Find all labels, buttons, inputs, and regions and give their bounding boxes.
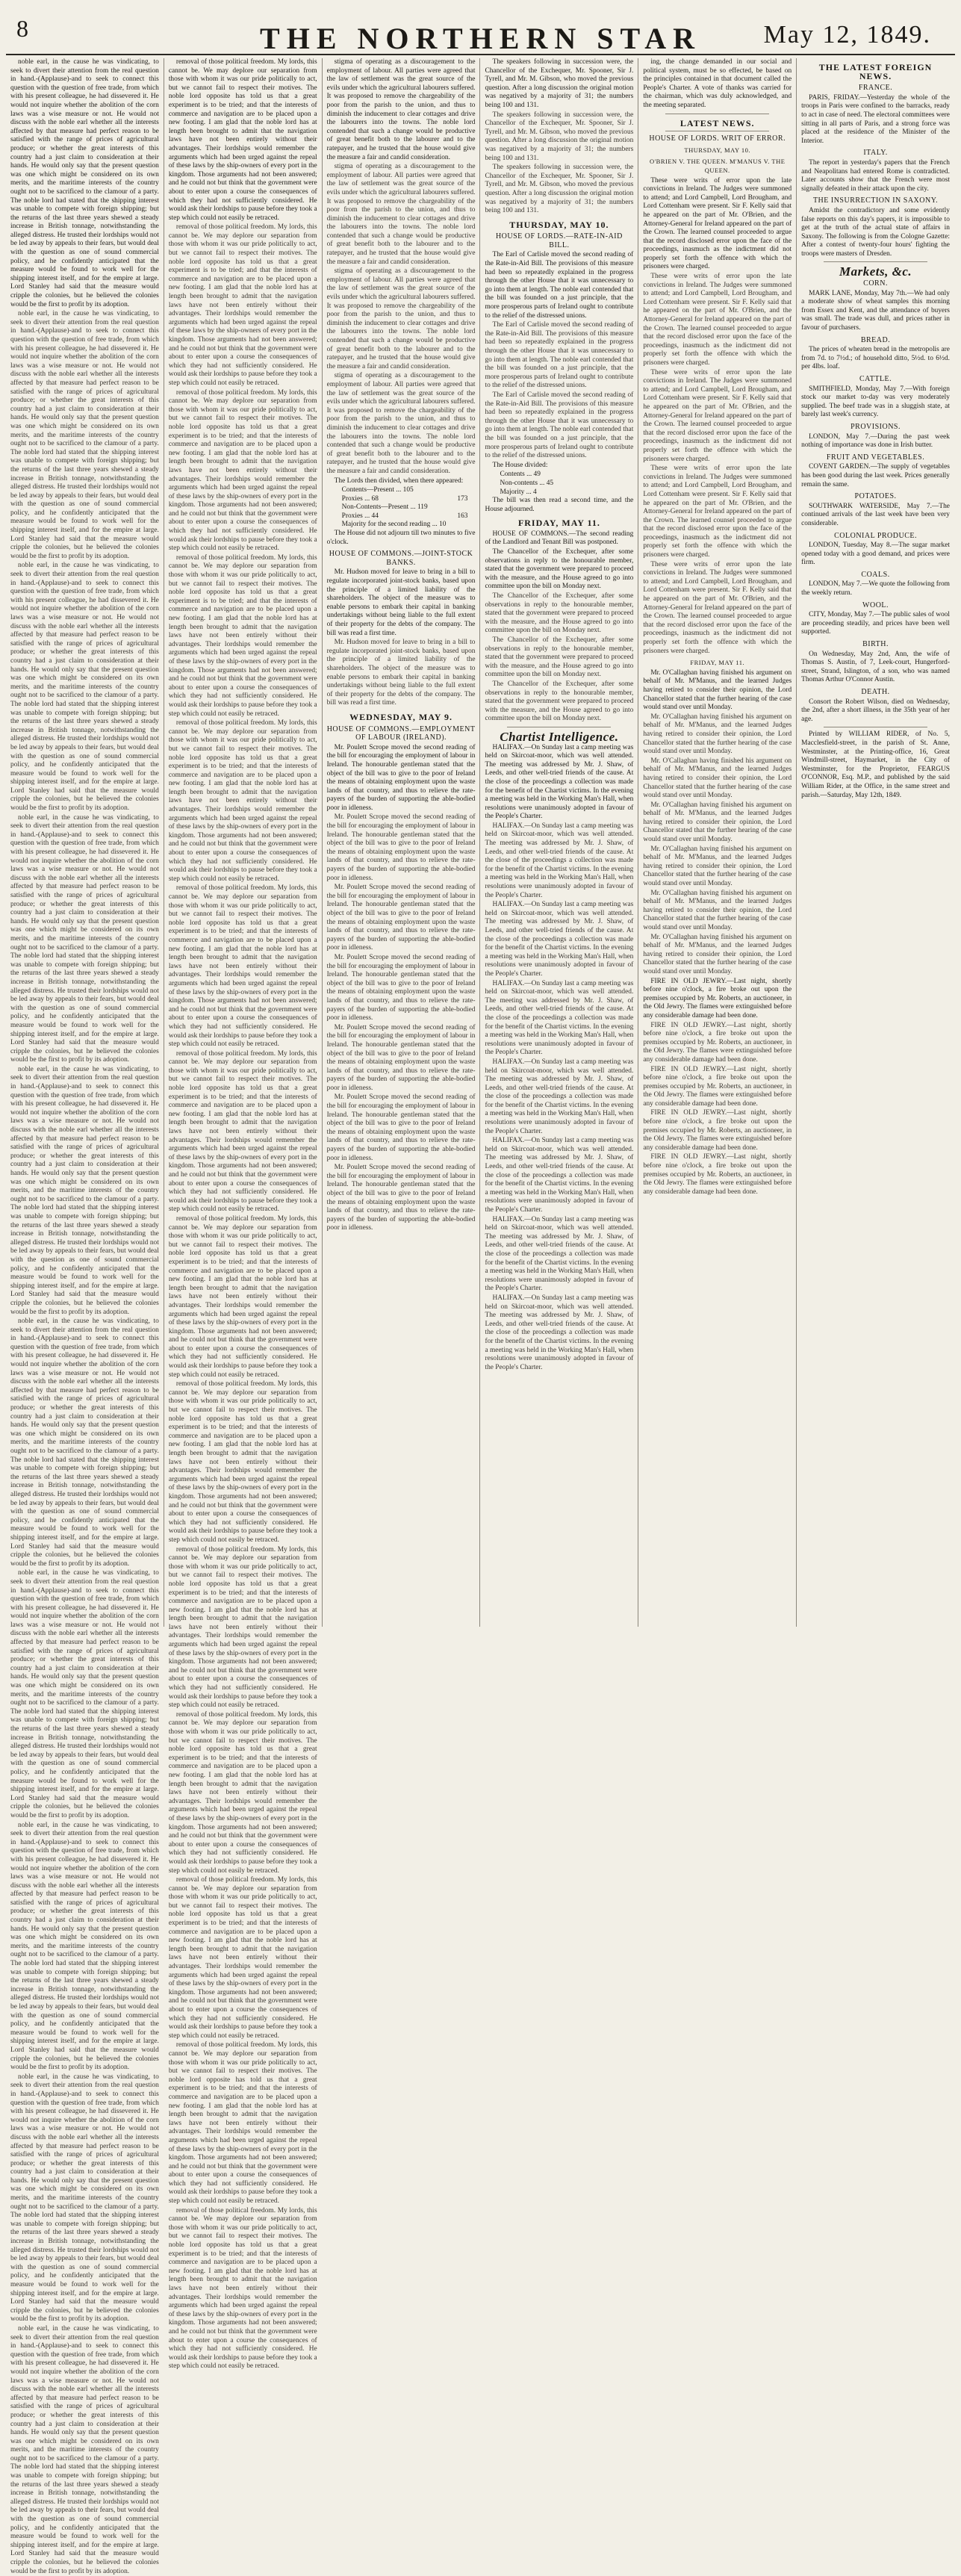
day-heading: WEDNESDAY, MAY 9. (349, 711, 453, 722)
article-text: The Earl of Carlisle moved the second reading of the Rate-in-Aid Bill. The provisions of this measure had been so repeatedly explained in the progress through the other House that it was unnecessary to go into them at length. The noble earl contended that the bill was founded on a just principle, that the more prosperous parts of Ireland ought to contribute to the relief of the distressed unions. (485, 321, 634, 390)
page-number: 8 (16, 15, 28, 42)
article-text: On Wednesday, May 2nd, Ann, the wife of Thomas S. Austin, of 7, Leek-court, Hungerford-street, Strand, Islington, of a son, who was named Thomas Arthur O'Connor Austin. (801, 650, 950, 684)
section-heading: HOUSE OF LORDS.—RATE-IN-AID BILL. (495, 232, 623, 249)
section-heading: ITALY. (863, 149, 888, 158)
article-text: LONDON, May 7.—During the past week nothing of importance was done in Irish butter. (801, 432, 950, 450)
article-text: noble earl, in the cause he was vindicating, to seek to divert their attention from the real question in hand.-(Applause)-and to seek to connect this question with the question of free trade, from which with his present colleague, he had dissevered it. He would not inquire whether the abolition of the corn laws was a wise measure or not. He would not discuss with the noble earl whether all the interests affected by that measure had perfect reason to be satisfied with the range of prices of agricultural produce; or whether the great interests of this country had a just claim to consideration at their hands. He would only say that the present question was one which might be considered on its own merits, and the maritime interests of the country ought not to be sacrificed to the clamour of a party. The noble lord had stated that the shipping interest was unable to compete with foreign shipping; but the returns of the last three years shewed a steady increase in British tonnage, notwithstanding the alleged distress. He trusted their lordships would not be led away by appeals to their fears, but would deal with the question as one of sound commercial policy, and he confidently anticipated that the measure would be found to work well for the shipping interest itself, and for the empire at large. Lord Stanley had said that the measure would cripple the colonies, but he believed the colonies would be the first to profit by its adoption. (10, 562, 159, 813)
article-text: removal of those political freedom. My lords, this cannot be. We may deplore our separation from those with whom it was our pride politically to act, but we cannot fail to respect their motives. The noble lord opposite has told us that a great experiment is to be tried; and that the interests of commerce and navigation are to be placed upon a new footing. I am glad that the noble lord has at length been brought to admit that the navigation laws have not been entirely without their advantages. Their lordships would remember the arguments which had been urged against the repeal of these laws by the ship-owners of every port in the kingdom. Those arguments had not been answered; and he could not but think that the government were about to enter upon a course the consequences of which they had not sufficiently considered. He would ask their lordships to pause before they took a step which could not easily be retraced. (168, 719, 317, 883)
article-text: stigma of operating as a discouragement to the employment of labour. All parties were agreed that the law of settlement was the great source of the evils under which the agricultural labourers suffered. It was proposed to remove the chargeability of the poor from the parish to the union, and thus to diminish the inducement to clear cottages and drive the labourers into the towns. The noble lord contended that such a change would be productive of great benefit both to the labourer and to the ratepayer, and he trusted that the house would give the measure a fair and candid consideration. (326, 267, 476, 370)
article-text: noble earl, in the cause he was vindicating, to seek to divert their attention from the real question in hand.-(Applause)-and to seek to connect this question with the question of free trade, from which with his present colleague, he had dissevered it. He would not inquire whether the abolition of the corn laws was a wise measure or not. He would not discuss with the noble earl whether all the interests affected by that measure had perfect reason to be satisfied with the range of prices of agricultural produce; or whether the great interests of this country had a just claim to consideration at their hands. He would only say that the present question was one which might be considered on its own merits, and the maritime interests of the country ought not to be sacrificed to the clamour of a party. The noble lord had stated that the shipping interest was unable to compete with foreign shipping; but the returns of the last three years shewed a steady increase in British tonnage, notwithstanding the alleged distress. He trusted their lordships would not be led away by appeals to their fears, but would deal with the question as one of sound commercial policy, and he confidently anticipated that the measure would be found to work well for the shipping interest itself, and for the empire at large. Lord Stanley had said that the measure would cripple the colonies, but he believed the colonies would be the first to profit by its adoption. (10, 1065, 159, 1316)
division-label: Proxies ... 68 (341, 494, 379, 503)
day-heading: FRIDAY, MAY 11. (517, 518, 600, 529)
article-text: Amidst the contradictory and some evidently false reports on this day's papers, it is impossible to get at the truth of the actual state of affairs in Saxony. The following is from the Cologne Gazette: After a contest of twenty-four hours' fighting the troops were masters of Dresden. (801, 206, 950, 258)
article-text: These were writs of error upon the late convictions in Ireland. The Judges were summoned to attend; and Lord Campbell, Lord Brougham, and Lord Cottenham were present. Sir F. Kelly said that he appeared on the part of Mr. O'Brien, and the Attorney-General for Ireland appeared on the part of the Crown. The learned counsel proceeded to argue that the record disclosed error upon the face of the proceedings, inasmuch as the indictment did not properly set forth the offence with which the prisoners were charged. (643, 465, 792, 559)
article-text: SMITHFIELD, Monday, May 7.—With foreign stock our market to-day was very moderately supplied. The beef trade was in a sluggish state, at barely last week's currency. (801, 385, 950, 419)
latest-news-heading: LATEST NEWS. (679, 117, 755, 128)
article-text: The prices of wheaten bread in the metropolis are from 7d. to 7½d.; of household ditto, 5½d. to 6½d. per 4lbs. loaf. (801, 346, 950, 371)
article-text: These were writs of error upon the late convictions in Ireland. The Judges were summoned to attend; and Lord Campbell, Lord Brougham, and Lord Cottenham were present. Sir F. Kelly said that he appeared on the part of Mr. O'Brien, and the Attorney-General for Ireland appeared on the part of the Crown. The learned counsel proceeded to argue that the record disclosed error upon the face of the proceedings, inasmuch as the indictment did not properly set forth the offence with which the prisoners were charged. (643, 560, 792, 655)
article-text: SOUTHWARK WATERSIDE, May 7.—The continued arrivals of the last week have been very considerable. (801, 502, 950, 527)
article-text: The House did not adjourn till two minutes to five o'clock. (326, 530, 476, 546)
division-label: Contents—Present ... 105 (341, 486, 414, 494)
separator-rule (824, 261, 927, 262)
division-label: Non-contents ... 45 (500, 479, 554, 487)
article-text: removal of those political freedom. My lords, this cannot be. We may deplore our separation from those with whom it was our pride politically to act, but we cannot fail to respect their motives. The noble lord opposite has told us that a great experiment is to be tried; and that the interests of commerce and navigation are to be placed upon a new footing. I am glad that the noble lord has at length been brought to admit that the navigation laws have not been entirely without their advantages. Their lordships would remember the arguments which had been urged against the repeal of these laws by the ship-owners of every port in the kingdom. Those arguments had not been answered; and he could not but think that the government were about to enter upon a course the consequences of which they had not sufficiently considered. He would ask their lordships to pause before they took a step which could not easily be retraced. (168, 1049, 317, 1214)
article-text: HOUSE OF COMMONS.—The second reading of the Landlord and Tenant Bill was postponed. (485, 530, 634, 547)
article-text: The Chancellor of the Exchequer, after some observations in reply to the honourable member, stated that the government were prepared to proceed with the measure, and the House agreed to go into committee upon the bill on Monday next. (485, 680, 634, 723)
article-text: removal of those political freedom. My lords, this cannot be. We may deplore our separation from those with whom it was our pride politically to act, but we cannot fail to respect their motives. The noble lord opposite has told us that a great experiment is to be tried; and that the interests of commerce and navigation are to be placed upon a new footing. I am glad that the noble lord has at length been brought to admit that the navigation laws have not been entirely without their advantages. Their lordships would remember the arguments which had been urged against the repeal of these laws by the ship-owners of every port in the kingdom. Those arguments had not been answered; and he could not but think that the government were about to enter upon a course the consequences of which they had not sufficiently considered. He would ask their lordships to pause before they took a step which could not easily be retraced. (168, 1545, 317, 1710)
article-text: LONDON, May 7.—We quote the following from the weekly return. (801, 580, 950, 598)
day-heading: THURSDAY, MAY 10. (509, 219, 609, 230)
article-text: removal of those political freedom. My lords, this cannot be. We may deplore our separation from those with whom it was our pride politically to act, but we cannot fail to respect their motives. The noble lord opposite has told us that a great experiment is to be tried; and that the interests of commerce and navigation are to be placed upon a new footing. I am glad that the noble lord has at length been brought to admit that the navigation laws have not been entirely without their advantages. Their lordships would remember the arguments which had been urged against the repeal of these laws by the ship-owners of every port in the kingdom. Those arguments had not been answered; and he could not but think that the government were about to enter upon a course the consequences of which they had not sufficiently considered. He would ask their lordships to pause before they took a step which could not easily be retraced. (168, 2041, 317, 2206)
division-row (327, 512, 476, 521)
article-text: FIRE IN OLD JEWRY.—Last night, shortly before nine o'clock, a fire broke out upon the premises occupied by Mr. Roberts, an auctioneer, in the Old Jewry. The flames were extinguished before any considerable damage had been done. (643, 1065, 792, 1108)
section-heading: DEATH. (861, 688, 890, 696)
article-text: removal of those political freedom. My lords, this cannot be. We may deplore our separation from those with whom it was our pride politically to act, but we cannot fail to respect their motives. The noble lord opposite has told us that a great experiment is to be tried; and that the interests of commerce and navigation are to be placed upon a new footing. I am glad that the noble lord has at length been brought to admit that the navigation laws have not been entirely without their advantages. Their lordships would remember the arguments which had been urged against the repeal of these laws by the ship-owners of every port in the kingdom. Those arguments had not been answered; and he could not but think that the government were about to enter upon a course the consequences of which they had not sufficiently considered. He would ask their lordships to pause before they took a step which could not easily be retraced. (168, 58, 317, 222)
article-text: Mr. O'Callaghan having finished his argument on behalf of Mr. M'Manus, and the learned Judges having retired to consider their opinion, the Lord Chancellor stated that the further hearing of the case would stand over until Monday. (643, 845, 792, 888)
article-text: noble earl, in the cause he was vindicating, to seek to divert their attention from the real question in hand.-(Applause)-and to seek to connect this question with the question of free trade, from which with his present colleague, he had dissevered it. He would not inquire whether the abolition of the corn laws was a wise measure or not. He would not discuss with the noble earl whether all the interests affected by that measure had perfect reason to be satisfied with the range of prices of agricultural produce; or whether the great interests of this country had a just claim to consideration at their hands. He would only say that the present question was one which might be considered on its own merits, and the maritime interests of the country ought not to be sacrificed to the clamour of a party. The noble lord had stated that the shipping interest was unable to compete with foreign shipping; but the returns of the last three years shewed a steady increase in British tonnage, notwithstanding the alleged distress. He trusted their lordships would not be led away by appeals to their fears, but would deal with the question as one of sound commercial policy, and he confidently anticipated that the measure would be found to work well for the shipping interest itself, and for the empire at large. Lord Stanley had said that the measure would cripple the colonies, but he believed the colonies would be the first to profit by its adoption. (10, 1318, 159, 1568)
article-text: FIRE IN OLD JEWRY.—Last night, shortly before nine o'clock, a fire broke out upon the premises occupied by Mr. Roberts, an auctioneer, in the Old Jewry. The flames were extinguished before any considerable damage had been done. (643, 1021, 792, 1064)
article-text: The report in yesterday's papers that the French and Neapolitans had entered Rome is contradicted. Later accounts show that the French were most signally defeated in their attack upon the city. (801, 158, 950, 193)
section-heading: PROVISIONS. (850, 422, 901, 431)
column-5 (638, 58, 797, 1627)
division-row (485, 479, 633, 488)
article-text: These were writs of error upon the late convictions in Ireland. The Judges were summoned to attend; and Lord Campbell, Lord Brougham, and Lord Cottenham were present. Sir F. Kelly said that he appeared on the part of Mr. O'Brien, and the Attorney-General for Ireland appeared on the part of the Crown. The learned counsel proceeded to argue that the record disclosed error upon the face of the proceedings, inasmuch as the indictment did not properly set forth the offence with which the prisoners were charged. (643, 273, 792, 367)
article-text: The speakers following in succession were, the Chancellor of the Exchequer, Mr. Spooner, Sir J. Tyrell, and Mr. M. Gibson, who moved the previous question. After a long discussion the original motion was negatived by a majority of 31; the numbers being 100 and 131. (485, 58, 634, 109)
article-text: LONDON, Tuesday, May 8.—The sugar market opened today with a good demand, and prices were firm. (801, 541, 950, 567)
article-text: MARK LANE, Monday, May 7th.—We had only a moderate show of wheat samples this morning from Essex and Kent, and the attendance of buyers was small. The trade was dull, and prices rather in favour of purchasers. (801, 289, 950, 332)
article-text: Mr. O'Callaghan having finished his argument on behalf of Mr. M'Manus, and the learned Judges having retired to consider their opinion, the Lord Chancellor stated that the further hearing of the case would stand over until Monday. (643, 668, 792, 712)
article-text: FIRE IN OLD JEWRY.—Last night, shortly before nine o'clock, a fire broke out upon the premises occupied by Mr. Roberts, an auctioneer, in the Old Jewry. The flames were extinguished before any considerable damage had been done. (643, 977, 792, 1019)
date-heading: THURSDAY, MAY 10. (684, 146, 751, 154)
article-text: These were writs of error upon the late convictions in Ireland. The Judges were summoned to attend; and Lord Campbell, Lord Brougham, and Lord Cottenham were present. Sir F. Kelly said that he appeared on the part of Mr. O'Brien, and the Attorney-General for Ireland appeared on the part of the Crown. The learned counsel proceeded to argue that the record disclosed error upon the face of the proceedings, inasmuch as the indictment did not properly set forth the offence with which the prisoners were charged. (643, 368, 792, 463)
article-text: ing, the change demanded in our social and political system, must be so effected, be based on the principles contained in that document called the People's Charter. A vote of thanks was carried for the chairman, which was duly acknowledged, and the meeting separated. (643, 58, 792, 109)
article-text: FIRE IN OLD JEWRY.—Last night, shortly before nine o'clock, a fire broke out upon the premises occupied by Mr. Roberts, an auctioneer, in the Old Jewry. The flames were extinguished before any considerable damage had been done. (643, 1109, 792, 1152)
article-text: Mr. Poulett Scrope moved the second reading of the bill for encouraging the employment of labour in Ireland. The honourable gentleman stated that the object of the bill was to give to the poor of Ireland the means of obtaining employment upon the waste lands of that country, and thus to relieve the rate-payers of the burden of supporting the able-bodied poor in idleness. (326, 743, 476, 812)
section-heading: FRANCE. (858, 84, 893, 93)
division-row (327, 521, 476, 530)
article-text: HALIFAX.—On Sunday last a camp meeting was held on Skircoat-moor, which was well attended. The meeting was addressed by Mr. J. Shaw, of Leeds, and other well-tried friends of the cause. At the close of the proceedings a collection was made for the benefit of the Chartist victims. In the evening a meeting was held in the Working Man's Hall, when resolutions were unanimously adopted in favour of the People's Charter. (485, 1294, 634, 1371)
article-text: The speakers following in succession were, the Chancellor of the Exchequer, Mr. Spooner, Sir J. Tyrell, and Mr. M. Gibson, who moved the previous question. After a long discussion the original motion was negatived by a majority of 31; the numbers being 100 and 131. (485, 111, 634, 162)
article-text: noble earl, in the cause he was vindicating, to seek to divert their attention from the real question in hand.-(Applause)-and to seek to connect this question with the question of free trade, from which with his present colleague, he had dissevered it. He would not inquire whether the abolition of the corn laws was a wise measure or not. He would not discuss with the noble earl whether all the interests affected by that measure had perfect reason to be satisfied with the range of prices of agricultural produce; or whether the great interests of this country had a just claim to consideration at their hands. He would only say that the present question was one which might be considered on its own merits, and the maritime interests of the country ought not to be sacrificed to the clamour of a party. The noble lord had stated that the shipping interest was unable to compete with foreign shipping; but the returns of the last three years shewed a steady increase in British tonnage, notwithstanding the alleged distress. He trusted their lordships would not be led away by appeals to their fears, but would deal with the question as one of sound commercial policy, and he confidently anticipated that the measure would be found to work well for the shipping interest itself, and for the empire at large. Lord Stanley had said that the measure would cripple the colonies, but he believed the colonies would be the first to profit by its adoption. (10, 2073, 159, 2324)
article-text: Mr. O'Callaghan having finished his argument on behalf of Mr. M'Manus, and the learned Judges having retired to consider their opinion, the Lord Chancellor stated that the further hearing of the case would stand over until Monday. (643, 801, 792, 844)
article-text: The Chancellor of the Exchequer, after some observations in reply to the honourable member, stated that the government were prepared to proceed with the measure, and the House agreed to go into committee upon the bill on Monday next. (485, 592, 634, 635)
newspaper-title: THE NORTHERN STAR (260, 22, 701, 55)
imprint: Printed by WILLIAM RIDER, of No. 5, Macclesfield-street, in the parish of St. Anne, Westminster, at the Printing-office, 16, Great Windmill-street, Haymarket, in the City of Westminster, for the Proprietor, FEARGUS O'CONNOR, Esq. M.P., and published by the said William Rider, at the Office, in the same street and parish.—Saturday, May 12th, 1849. (801, 730, 950, 799)
section-heading: CORN. (863, 279, 888, 288)
article-text: COVENT GARDEN.—The supply of vegetables has been good during the last week. Prices generally remain the same. (801, 463, 950, 488)
division-heading: The Lords then divided, when there appeared: (334, 477, 464, 485)
article-text: Mr. Hudson moved for leave to bring in a bill to regulate incorporated joint-stock banks, based upon the principle of a limited liability of the shareholders. The object of the measure was to enable persons to embark their capital in banking undertakings without being liable to the full extent of their property for the debts of the company. The bill was read a first time. (326, 568, 476, 637)
section-heading: FRUIT AND VEGETABLES. (826, 453, 925, 462)
article-text: HALIFAX.—On Sunday last a camp meeting was held on Skircoat-moor, which was well attended. The meeting was addressed by Mr. J. Shaw, of Leeds, and other well-tried friends of the cause. At the close of the proceedings a collection was made for the benefit of the Chartist victims. In the evening a meeting was held in the Working Man's Hall, when resolutions were unanimously adopted in favour of the People's Charter. (485, 743, 634, 821)
article-text: The Earl of Carlisle moved the second reading of the Rate-in-Aid Bill. The provisions of this measure had been so repeatedly explained in the progress through the other House that it was unnecessary to go into them at length. The noble earl contended that the bill was founded on a just principle, that the more prosperous parts of Ireland ought to contribute to the relief of the distressed unions. (485, 251, 634, 320)
article-text: HALIFAX.—On Sunday last a camp meeting was held on Skircoat-moor, which was well attended. The meeting was addressed by Mr. J. Shaw, of Leeds, and other well-tried friends of the cause. At the close of the proceedings a collection was made for the benefit of the Chartist victims. In the evening a meeting was held in the Working Man's Hall, when resolutions were unanimously adopted in favour of the People's Charter. (485, 1137, 634, 1214)
masthead (0, 0, 961, 60)
section-heading: HOUSE OF COMMONS.—JOINT-STOCK BANKS. (329, 550, 473, 567)
article-text: Mr. Poulett Scrope moved the second reading of the bill for encouraging the employment of labour in Ireland. The honourable gentleman stated that the object of the bill was to give to the poor of Ireland the means of obtaining employment upon the waste lands of that country, and thus to relieve the rate-payers of the burden of supporting the able-bodied poor in idleness. (326, 813, 476, 882)
section-heading: THE INSURRECTION IN SAXONY. (812, 196, 939, 205)
article-text: HALIFAX.—On Sunday last a camp meeting was held on Skircoat-moor, which was well attended. The meeting was addressed by Mr. J. Shaw, of Leeds, and other well-tried friends of the cause. At the close of the proceedings a collection was made for the benefit of the Chartist victims. In the evening a meeting was held in the Working Man's Hall, when resolutions were unanimously adopted in favour of the People's Charter. (485, 979, 634, 1057)
division-heading: The House divided: (492, 461, 548, 469)
date-heading: FRIDAY, MAY 11. (690, 659, 745, 667)
column-2 (164, 58, 323, 2371)
article-text: removal of those political freedom. My lords, this cannot be. We may deplore our separation from those with whom it was our pride politically to act, but we cannot fail to respect their motives. The noble lord opposite has told us that a great experiment is to be tried; and that the interests of commerce and navigation are to be placed upon a new footing. I am glad that the noble lord has at length been brought to admit that the navigation laws have not been entirely without their advantages. Their lordships would remember the arguments which had been urged against the repeal of these laws by the ship-owners of every port in the kingdom. Those arguments had not been answered; and he could not but think that the government were about to enter upon a course the consequences of which they had not sufficiently considered. He would ask their lordships to pause before they took a step which could not easily be retraced. (168, 1214, 317, 1379)
section-heading: BREAD. (860, 335, 891, 344)
section-heading: HOUSE OF COMMONS.—EMPLOYMENT OF LABOUR (IRELAND). (326, 724, 476, 742)
article-text: The Earl of Carlisle moved the second reading of the Rate-in-Aid Bill. The provisions of this measure had been so repeatedly explained in the progress through the other House that it was unnecessary to go into them at length. The noble earl contended that the bill was founded on a just principle, that the more prosperous parts of Ireland ought to contribute to the relief of the distressed unions. (485, 391, 634, 460)
article-text: FIRE IN OLD JEWRY.—Last night, shortly before nine o'clock, a fire broke out upon the premises occupied by Mr. Roberts, an auctioneer, in the Old Jewry. The flames were extinguished before any considerable damage had been done. (643, 1153, 792, 1196)
division-label: Contents ... 49 (500, 471, 541, 479)
division-row (327, 486, 476, 495)
section-heading: HOUSE OF LORDS. WRIT OF ERROR. (649, 134, 786, 143)
column-3 (323, 58, 481, 1627)
division-majority: Majority ... 4 (500, 488, 537, 496)
article-text: Mr. Poulett Scrope moved the second reading of the bill for encouraging the employment of labour in Ireland. The honourable gentleman stated that the object of the bill was to give to the poor of Ireland the means of obtaining employment upon the waste lands of that country, and thus to relieve the rate-payers of the burden of supporting the able-bodied poor in idleness. (326, 884, 476, 952)
division-total: 173 (457, 494, 468, 503)
division-label: Proxies ... 44 (341, 512, 379, 520)
division-total: 163 (457, 512, 468, 520)
article-text: removal of those political freedom. My lords, this cannot be. We may deplore our separation from those with whom it was our pride politically to act, but we cannot fail to respect their motives. The noble lord opposite has told us that a great experiment is to be tried; and that the interests of commerce and navigation are to be placed upon a new footing. I am glad that the noble lord has at length been brought to admit that the navigation laws have not been entirely without their advantages. Their lordships would remember the arguments which had been urged against the repeal of these laws by the ship-owners of every port in the kingdom. Those arguments had not been answered; and he could not but think that the government were about to enter upon a course the consequences of which they had not sufficiently considered. He would ask their lordships to pause before they took a step which could not easily be retraced. (168, 223, 317, 387)
case-heading: O'BRIEN V. THE QUEEN. M'MANUS V. THE QUEEN. (650, 158, 786, 174)
article-text: removal of those political freedom. My lords, this cannot be. We may deplore our separation from those with whom it was our pride politically to act, but we cannot fail to respect their motives. The noble lord opposite has told us that a great experiment is to be tried; and that the interests of commerce and navigation are to be placed upon a new footing. I am glad that the noble lord has at length been brought to admit that the navigation laws have not been entirely without their advantages. Their lordships would remember the arguments which had been urged against the repeal of these laws by the ship-owners of every port in the kingdom. Those arguments had not been answered; and he could not but think that the government were about to enter upon a course the consequences of which they had not sufficiently considered. He would ask their lordships to pause before they took a step which could not easily be retraced. (168, 388, 317, 553)
article-text: Mr. O'Callaghan having finished his argument on behalf of Mr. M'Manus, and the learned Judges having retired to consider their opinion, the Lord Chancellor stated that the further hearing of the case would stand over until Monday. (643, 889, 792, 931)
article-text: Mr. Poulett Scrope moved the second reading of the bill for encouraging the employment of labour in Ireland. The honourable gentleman stated that the object of the bill was to give to the poor of Ireland the means of obtaining employment upon the waste lands of that country, and thus to relieve the rate-payers of the burden of supporting the able-bodied poor in idleness. (326, 1093, 476, 1162)
article-text: PARIS, FRIDAY.—Yesterday the whole of the troops in Paris were confined to the barracks, ready to act in case of need. The electoral committees were sitting in all parts of Paris, and a strong force was placed at the residence of the Minister of the Interior. (801, 93, 950, 145)
division-row (327, 503, 476, 512)
section-heading: POTATOES. (854, 492, 897, 501)
article-text: CITY, Monday, May 7.—The public sales of wool are proceeding steadily, and prices have been well supported. (801, 611, 950, 636)
article-text: stigma of operating as a discouragement to the employment of labour. All parties were agreed that the law of settlement was the great source of the evils under which the agricultural labourers suffered. It was proposed to remove the chargeability of the poor from the parish to the union, and thus to diminish the inducement to clear cottages and drive the labourers into the towns. The noble lord contended that such a change would be productive of great benefit both to the labourer and to the ratepayer, and he trusted that the house would give the measure a fair and candid consideration. (326, 58, 476, 161)
section-heading: COLONIAL PRODUCE. (834, 531, 918, 540)
division-row (327, 495, 476, 504)
article-text: noble earl, in the cause he was vindicating, to seek to divert their attention from the real question in hand.-(Applause)-and to seek to connect this question with the question of free trade, from which with his present colleague, he had dissevered it. He would not inquire whether the abolition of the corn laws was a wise measure or not. He would not discuss with the noble earl whether all the interests affected by that measure had perfect reason to be satisfied with the range of prices of agricultural produce; or whether the great interests of this country had a just claim to consideration at their hands. He would only say that the present question was one which might be considered on its own merits, and the maritime interests of the country ought not to be sacrificed to the clamour of a party. The noble lord had stated that the shipping interest was unable to compete with foreign shipping; but the returns of the last three years shewed a steady increase in British tonnage, notwithstanding the alleged distress. He trusted their lordships would not be led away by appeals to their fears, but would deal with the question as one of sound commercial policy, and he confidently anticipated that the measure would be found to work well for the shipping interest itself, and for the empire at large. Lord Stanley had said that the measure would cripple the colonies, but he believed the colonies would be the first to profit by its adoption. (10, 58, 159, 308)
article-text: Mr. O'Callaghan having finished his argument on behalf of Mr. M'Manus, and the learned Judges having retired to consider their opinion, the Lord Chancellor stated that the further hearing of the case would stand over until Monday. (643, 713, 792, 756)
article-text: Mr. Poulett Scrope moved the second reading of the bill for encouraging the employment of labour in Ireland. The honourable gentleman stated that the object of the bill was to give to the poor of Ireland the means of obtaining employment upon the waste lands of that country, and thus to relieve the rate-payers of the burden of supporting the able-bodied poor in idleness. (326, 1023, 476, 1092)
article-text: HALIFAX.—On Sunday last a camp meeting was held on Skircoat-moor, which was well attended. The meeting was addressed by Mr. J. Shaw, of Leeds, and other well-tried friends of the cause. At the close of the proceedings a collection was made for the benefit of the Chartist victims. In the evening a meeting was held in the Working Man's Hall, when resolutions were unanimously adopted in favour of the People's Charter. (485, 822, 634, 899)
column-6 (797, 58, 954, 1627)
article-text: The Chancellor of the Exchequer, after some observations in reply to the honourable member, stated that the government were prepared to proceed with the measure, and the House agreed to go into committee upon the bill on Monday next. (485, 636, 634, 679)
section-heading: CATTLE. (859, 375, 892, 383)
article-text: noble earl, in the cause he was vindicating, to seek to divert their attention from the real question in hand.-(Applause)-and to seek to connect this question with the question of free trade, from which with his present colleague, he had dissevered it. He would not inquire whether the abolition of the corn laws was a wise measure or not. He would not discuss with the noble earl whether all the interests affected by that measure had perfect reason to be satisfied with the range of prices of agricultural produce; or whether the great interests of this country had a just claim to consideration at their hands. He would only say that the present question was one which might be considered on its own merits, and the maritime interests of the country ought not to be sacrificed to the clamour of a party. The noble lord had stated that the shipping interest was unable to compete with foreign shipping; but the returns of the last three years shewed a steady increase in British tonnage, notwithstanding the alleged distress. He trusted their lordships would not be led away by appeals to their fears, but would deal with the question as one of sound commercial policy, and he confidently anticipated that the measure would be found to work well for the shipping interest itself, and for the empire at large. Lord Stanley had said that the measure would cripple the colonies, but he believed the colonies would be the first to profit by its adoption. (10, 1821, 159, 2072)
article-text: Mr. Poulett Scrope moved the second reading of the bill for encouraging the employment of labour in Ireland. The honourable gentleman stated that the object of the bill was to give to the poor of Ireland the means of obtaining employment upon the waste lands of that country, and thus to relieve the rate-payers of the burden of supporting the able-bodied poor in idleness. (326, 953, 476, 1022)
article-text: These were writs of error upon the late convictions in Ireland. The Judges were summoned to attend; and Lord Campbell, Lord Brougham, and Lord Cottenham were present. Sir F. Kelly said that he appeared on the part of Mr. O'Brien, and the Attorney-General for Ireland appeared on the part of the Crown. The learned counsel proceeded to argue that the record disclosed error upon the face of the proceedings, inasmuch as the indictment did not properly set forth the offence with which the prisoners were charged. (643, 176, 792, 271)
article-text: Mr. O'Callaghan having finished his argument on behalf of Mr. M'Manus, and the learned Judges having retired to consider their opinion, the Lord Chancellor stated that the further hearing of the case would stand over until Monday. (643, 933, 792, 975)
article-text: removal of those political freedom. My lords, this cannot be. We may deplore our separation from those with whom it was our pride politically to act, but we cannot fail to respect their motives. The noble lord opposite has told us that a great experiment is to be tried; and that the interests of commerce and navigation are to be placed upon a new footing. I am glad that the noble lord has at length been brought to admit that the navigation laws have not been entirely without their advantages. Their lordships would remember the arguments which had been urged against the repeal of these laws by the ship-owners of every port in the kingdom. Those arguments had not been answered; and he could not but think that the government were about to enter upon a course the consequences of which they had not sufficiently considered. He would ask their lordships to pause before they took a step which could not easily be retraced. (168, 884, 317, 1049)
section-heading: COALS. (861, 570, 890, 579)
article-text: noble earl, in the cause he was vindicating, to seek to divert their attention from the real question in hand.-(Applause)-and to seek to connect this question with the question of free trade, from which with his present colleague, he had dissevered it. He would not inquire whether the abolition of the corn laws was a wise measure or not. He would not discuss with the noble earl whether all the interests affected by that measure had perfect reason to be satisfied with the range of prices of agricultural produce; or whether the great interests of this country had a just claim to consideration at their hands. He would only say that the present question was one which might be considered on its own merits, and the maritime interests of the country ought not to be sacrificed to the clamour of a party. The noble lord had stated that the shipping interest was unable to compete with foreign shipping; but the returns of the last three years shewed a steady increase in British tonnage, notwithstanding the alleged distress. He trusted their lordships would not be led away by appeals to their fears, but would deal with the question as one of sound commercial policy, and he confidently anticipated that the measure would be found to work well for the shipping interest itself, and for the empire at large. Lord Stanley had said that the measure would cripple the colonies, but he believed the colonies would be the first to profit by its adoption. (10, 310, 159, 560)
division-row (485, 471, 633, 479)
article-text: removal of those political freedom. My lords, this cannot be. We may deplore our separation from those with whom it was our pride politically to act, but we cannot fail to respect their motives. The noble lord opposite has told us that a great experiment is to be tried; and that the interests of commerce and navigation are to be placed upon a new footing. I am glad that the noble lord has at length been brought to admit that the navigation laws have not been entirely without their advantages. Their lordships would remember the arguments which had been urged against the repeal of these laws by the ship-owners of every port in the kingdom. Those arguments had not been answered; and he could not but think that the government were about to enter upon a course the consequences of which they had not sufficiently considered. He would ask their lordships to pause before they took a step which could not easily be retraced. (168, 2206, 317, 2371)
division-label: Non-Contents—Present ... 119 (341, 503, 428, 512)
article-text: HALIFAX.—On Sunday last a camp meeting was held on Skircoat-moor, which was well attended. The meeting was addressed by Mr. J. Shaw, of Leeds, and other well-tried friends of the cause. At the close of the proceedings a collection was made for the benefit of the Chartist victims. In the evening a meeting was held in the Working Man's Hall, when resolutions were unanimously adopted in favour of the People's Charter. (485, 1058, 634, 1135)
section-heading: BIRTH. (862, 640, 889, 649)
article-text: Consort the Robert Wilson, died on Wednesday, the 2nd, after a short illness, in the 35th year of her age. (801, 698, 950, 723)
article-text: HALIFAX.—On Sunday last a camp meeting was held on Skircoat-moor, which was well attended. The meeting was addressed by Mr. J. Shaw, of Leeds, and other well-tried friends of the cause. At the close of the proceedings a collection was made for the benefit of the Chartist victims. In the evening a meeting was held in the Working Man's Hall, when resolutions were unanimously adopted in favour of the People's Charter. (485, 1215, 634, 1293)
article-text: HALIFAX.—On Sunday last a camp meeting was held on Skircoat-moor, which was well attended. The meeting was addressed by Mr. J. Shaw, of Leeds, and other well-tried friends of the cause. At the close of the proceedings a collection was made for the benefit of the Chartist victims. In the evening a meeting was held in the Working Man's Hall, when resolutions were unanimously adopted in favour of the People's Charter. (485, 901, 634, 978)
article-text: removal of those political freedom. My lords, this cannot be. We may deplore our separation from those with whom it was our pride politically to act, but we cannot fail to respect their motives. The noble lord opposite has told us that a great experiment is to be tried; and that the interests of commerce and navigation are to be placed upon a new footing. I am glad that the noble lord has at length been brought to admit that the navigation laws have not been entirely without their advantages. Their lordships would remember the arguments which had been urged against the repeal of these laws by the ship-owners of every port in the kingdom. Those arguments had not been answered; and he could not but think that the government were about to enter upon a course the consequences of which they had not sufficiently considered. He would ask their lordships to pause before they took a step which could not easily be retraced. (168, 1710, 317, 1875)
article-text: removal of those political freedom. My lords, this cannot be. We may deplore our separation from those with whom it was our pride politically to act, but we cannot fail to respect their motives. The noble lord opposite has told us that a great experiment is to be tried; and that the interests of commerce and navigation are to be placed upon a new footing. I am glad that the noble lord has at length been brought to admit that the navigation laws have not been entirely without their advantages. Their lordships would remember the arguments which had been urged against the repeal of these laws by the ship-owners of every port in the kingdom. Those arguments had not been answered; and he could not but think that the government were about to enter upon a course the consequences of which they had not sufficiently considered. He would ask their lordships to pause before they took a step which could not easily be retraced. (168, 1380, 317, 1544)
article-text: removal of those political freedom. My lords, this cannot be. We may deplore our separation from those with whom it was our pride politically to act, but we cannot fail to respect their motives. The noble lord opposite has told us that a great experiment is to be tried; and that the interests of commerce and navigation are to be placed upon a new footing. I am glad that the noble lord has at length been brought to admit that the navigation laws have not been entirely without their advantages. Their lordships would remember the arguments which had been urged against the repeal of these laws by the ship-owners of every port in the kingdom. Those arguments had not been answered; and he could not but think that the government were about to enter upon a course the consequences of which they had not sufficiently considered. He would ask their lordships to pause before they took a step which could not easily be retraced. (168, 553, 317, 718)
chartist-intelligence-heading: Chartist Intelligence. (500, 729, 619, 744)
foreign-news-heading: THE LATEST FOREIGN NEWS. (818, 62, 933, 81)
issue-date: May 12, 1849. (763, 21, 931, 49)
masthead-rule (6, 54, 955, 55)
column-1 (6, 58, 164, 2575)
article-text: stigma of operating as a discouragement to the employment of labour. All parties were agreed that the law of settlement was the great source of the evils under which the agricultural labourers suffered. It was proposed to remove the chargeability of the poor from the parish to the union, and thus to diminish the inducement to clear cottages and drive the labourers into the towns. The noble lord contended that such a change would be productive of great benefit both to the labourer and to the ratepayer, and he trusted that the house would give the measure a fair and candid consideration. (326, 163, 476, 266)
markets-heading: Markets, &c. (839, 264, 912, 279)
article-text: stigma of operating as a discouragement to the employment of labour. All parties were agreed that the law of settlement was the great source of the evils under which the agricultural labourers suffered. It was proposed to remove the chargeability of the poor from the parish to the union, and thus to diminish the inducement to clear cottages and drive the labourers into the towns. The noble lord contended that such a change would be productive of great benefit both to the labourer and to the ratepayer, and he trusted that the house would give the measure a fair and candid consideration. (326, 372, 476, 475)
article-text: removal of those political freedom. My lords, this cannot be. We may deplore our separation from those with whom it was our pride politically to act, but we cannot fail to respect their motives. The noble lord opposite has told us that a great experiment is to be tried; and that the interests of commerce and navigation are to be placed upon a new footing. I am glad that the noble lord has at length been brought to admit that the navigation laws have not been entirely without their advantages. Their lordships would remember the arguments which had been urged against the repeal of these laws by the ship-owners of every port in the kingdom. Those arguments had not been answered; and he could not but think that the government were about to enter upon a course the consequences of which they had not sufficiently considered. He would ask their lordships to pause before they took a step which could not easily be retraced. (168, 1876, 317, 2040)
article-text: Mr. O'Callaghan having finished his argument on behalf of Mr. M'Manus, and the learned Judges having retired to consider their opinion, the Lord Chancellor stated that the further hearing of the case would stand over until Monday. (643, 757, 792, 800)
article-text: noble earl, in the cause he was vindicating, to seek to divert their attention from the real question in hand.-(Applause)-and to seek to connect this question with the question of free trade, from which with his present colleague, he had dissevered it. He would not inquire whether the abolition of the corn laws was a wise measure or not. He would not discuss with the noble earl whether all the interests affected by that measure had perfect reason to be satisfied with the range of prices of agricultural produce; or whether the great interests of this country had a just claim to consideration at their hands. He would only say that the present question was one which might be considered on its own merits, and the maritime interests of the country ought not to be sacrificed to the clamour of a party. The noble lord had stated that the shipping interest was unable to compete with foreign shipping; but the returns of the last three years shewed a steady increase in British tonnage, notwithstanding the alleged distress. He trusted their lordships would not be led away by appeals to their fears, but would deal with the question as one of sound commercial policy, and he confidently anticipated that the measure would be found to work well for the shipping interest itself, and for the empire at large. Lord Stanley had said that the measure would cripple the colonies, but he believed the colonies would be the first to profit by its adoption. (10, 1569, 159, 1819)
article-text: Mr. Hudson moved for leave to bring in a bill to regulate incorporated joint-stock banks, based upon the principle of a limited liability of the shareholders. The object of the measure was to enable persons to embark their capital in banking undertakings without being liable to the full extent of their property for the debts of the company. The bill was read a first time. (326, 639, 476, 707)
columns (6, 58, 954, 2575)
article-text: noble earl, in the cause he was vindicating, to seek to divert their attention from the real question in hand.-(Applause)-and to seek to connect this question with the question of free trade, from which with his present colleague, he had dissevered it. He would not inquire whether the abolition of the corn laws was a wise measure or not. He would not discuss with the noble earl whether all the interests affected by that measure had perfect reason to be satisfied with the range of prices of agricultural produce; or whether the great interests of this country had a just claim to consideration at their hands. He would only say that the present question was one which might be considered on its own merits, and the maritime interests of the country ought not to be sacrificed to the clamour of a party. The noble lord had stated that the shipping interest was unable to compete with foreign shipping; but the returns of the last three years shewed a steady increase in British tonnage, notwithstanding the alleged distress. He trusted their lordships would not be led away by appeals to their fears, but would deal with the question as one of sound commercial policy, and he confidently anticipated that the measure would be found to work well for the shipping interest itself, and for the empire at large. Lord Stanley had said that the measure would cripple the colonies, but he believed the colonies would be the first to profit by its adoption. (10, 2324, 159, 2575)
article-text: The Chancellor of the Exchequer, after some observations in reply to the honourable member, stated that the government were prepared to proceed with the measure, and the House agreed to go into committee upon the bill on Monday next. (485, 548, 634, 591)
division-row (485, 488, 633, 497)
division-majority: Majority for the second reading ... 10 (341, 521, 447, 529)
article-text: The bill was then read a second time, and the House adjourned. (485, 497, 634, 513)
article-text: Mr. Poulett Scrope moved the second reading of the bill for encouraging the employment of labour in Ireland. The honourable gentleman stated that the object of the bill was to give to the poor of Ireland the means of obtaining employment upon the waste lands of that country, and thus to relieve the rate-payers of the burden of supporting the able-bodied poor in idleness. (326, 1164, 476, 1232)
article-text: The speakers following in succession were, the Chancellor of the Exchequer, Mr. Spooner, Sir J. Tyrell, and Mr. M. Gibson, who moved the previous question. After a long discussion the original motion was negatived by a majority of 31; the numbers being 100 and 131. (485, 164, 634, 215)
column-4 (480, 58, 638, 1627)
section-heading: WOOL. (862, 600, 889, 609)
article-text: noble earl, in the cause he was vindicating, to seek to divert their attention from the real question in hand.-(Applause)-and to seek to connect this question with the question of free trade, from which with his present colleague, he had dissevered it. He would not inquire whether the abolition of the corn laws was a wise measure or not. He would not discuss with the noble earl whether all the interests affected by that measure had perfect reason to be satisfied with the range of prices of agricultural produce; or whether the great interests of this country had a just claim to consideration at their hands. He would only say that the present question was one which might be considered on its own merits, and the maritime interests of the country ought not to be sacrificed to the clamour of a party. The noble lord had stated that the shipping interest was unable to compete with foreign shipping; but the returns of the last three years shewed a steady increase in British tonnage, notwithstanding the alleged distress. He trusted their lordships would not be led away by appeals to their fears, but would deal with the question as one of sound commercial policy, and he confidently anticipated that the measure would be found to work well for the shipping interest itself, and for the empire at large. Lord Stanley had said that the measure would cripple the colonies, but he believed the colonies would be the first to profit by its adoption. (10, 813, 159, 1064)
